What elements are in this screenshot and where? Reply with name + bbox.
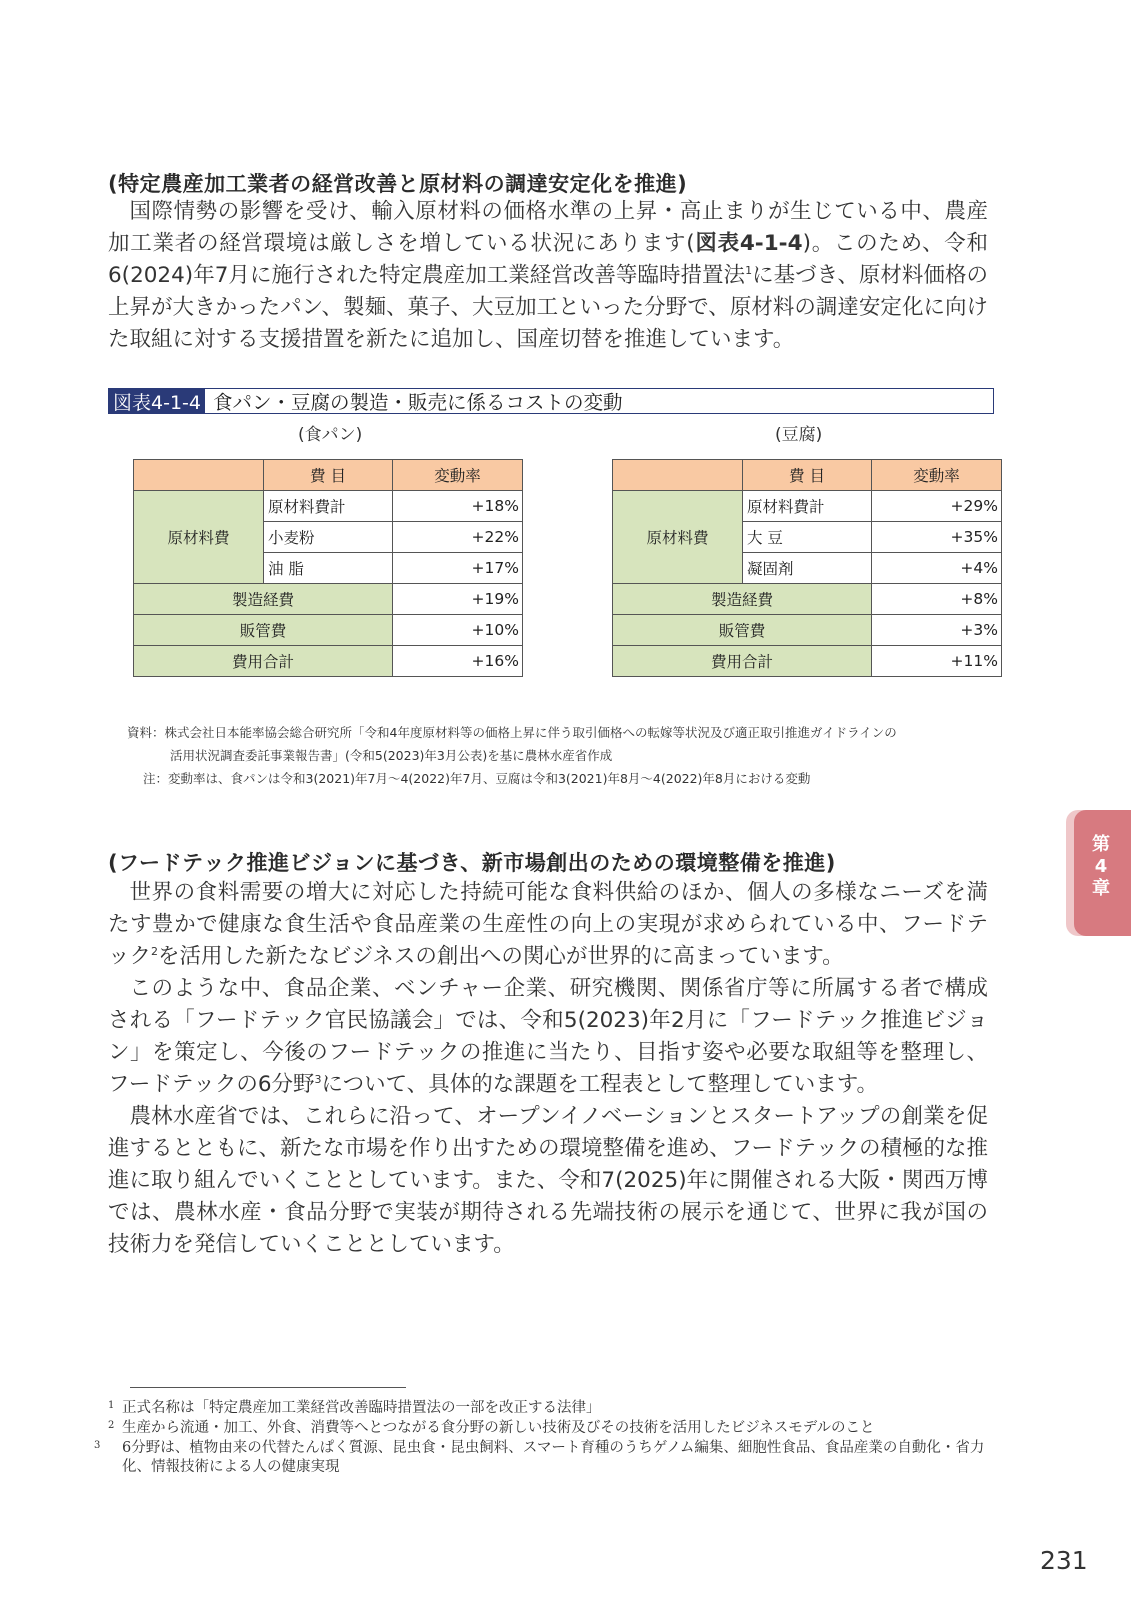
paragraph-text: 世界の食料需要の増大に対応した持続可能な食料供給のほか、個人の多様なニーズを満たす豊かで健康な食生活や食品産業の生産性の向上の実現が求められている中、フードテック xyxy=(108,880,988,969)
row-rate: +19% xyxy=(393,584,523,615)
table-row xyxy=(613,491,1002,522)
row-rate: +11% xyxy=(872,646,1002,677)
paragraph-text: に基づき、原材料価格の上昇が大きかったパン、製麺、菓子、大豆加工といった分野で、原材料の調達安定化に向けた取組に対する支援措置を新たに追加し、国産切替を推進しています。 xyxy=(108,263,988,352)
row-rate: +10% xyxy=(393,615,523,646)
footnote-3 xyxy=(94,1436,1012,1477)
row-item: 凝固剤 xyxy=(743,553,872,584)
header-rate: 変動率 xyxy=(872,460,1002,491)
row-rate: +18% xyxy=(393,491,523,522)
group-label-materials: 原材料費 xyxy=(134,491,264,584)
footnote-mark: 2 xyxy=(108,1420,115,1431)
section-heading-foodtech: (フードテック推進ビジョンに基づき、新市場創出のための環境整備を推進) xyxy=(108,851,836,875)
row-rate: +8% xyxy=(872,584,1002,615)
table-header-row xyxy=(613,460,1002,491)
cost-table-tofu xyxy=(612,459,1002,677)
figure-reference: 図表4-1-4 xyxy=(694,231,803,256)
footnote-mark: 1 xyxy=(108,1400,115,1411)
header-blank xyxy=(613,460,743,491)
footnote-ref-3: 3 xyxy=(314,1073,322,1086)
paragraph-text: 国際情勢の影響を受け、輸入原材料の価格水準の上昇・高止まりが生じている中、農産加工業者の経営環境は厳しさを増している状況にあります( xyxy=(108,199,988,256)
row-rate: +17% xyxy=(393,553,523,584)
row-rate: +16% xyxy=(393,646,523,677)
row-label-manufacturing: 製造経費 xyxy=(613,584,872,615)
table-row xyxy=(134,615,523,646)
row-rate: +35% xyxy=(872,522,1002,553)
section-heading-processing: (特定農産加工業者の経営改善と原材料の調達安定化を推進) xyxy=(108,172,688,196)
figure-note: 注：変動率は、食パンは令和3(2021)年7月～4(2022)年7月、豆腐は令和3(2021)年8月～4(2022)年8月における変動 xyxy=(143,771,811,786)
header-item: 費 目 xyxy=(743,460,872,491)
cost-table-bread xyxy=(133,459,523,677)
row-item: 小麦粉 xyxy=(264,522,393,553)
row-label-sales: 販管費 xyxy=(134,615,393,646)
table-row xyxy=(134,584,523,615)
paragraph-text: を活用した新たなビジネスの創出への関心が世界的に高まっています。 xyxy=(158,944,844,969)
chapter-tab-line: 章 xyxy=(1092,878,1110,899)
footnote-ref-2: 2 xyxy=(151,945,159,958)
footnote-text: 正式名称は「特定農産加工業経営改善臨時措置法の一部を改正する法律」 xyxy=(122,1400,601,1416)
header-blank xyxy=(134,460,264,491)
row-item: 原材料費計 xyxy=(743,491,872,522)
table-row xyxy=(613,615,1002,646)
row-rate: +3% xyxy=(872,615,1002,646)
footnote-text: 生産から流通・加工、外食、消費等へとつながる食分野の新しい技術及びその技術を活用したビジネスモデルのこと xyxy=(122,1420,875,1436)
row-label-total: 費用合計 xyxy=(613,646,872,677)
footnote-2 xyxy=(108,1416,1008,1438)
header-rate: 変動率 xyxy=(393,460,523,491)
section-paragraph-foodtech xyxy=(108,877,988,1261)
figure-source-line-2: 活用状況調査委託事業報告書」(令和5(2023)年3月公表)を基に農林水産省作成 xyxy=(170,748,613,763)
header-item: 費 目 xyxy=(264,460,393,491)
paragraph-text: について、具体的な課題を工程表として整理しています。 xyxy=(321,1072,878,1097)
group-label-materials: 原材料費 xyxy=(613,491,743,584)
table-row xyxy=(613,646,1002,677)
row-label-sales: 販管費 xyxy=(613,615,872,646)
footnote-ref-1: 1 xyxy=(745,264,753,277)
chapter-tab-label xyxy=(1076,834,1126,900)
table-row xyxy=(613,584,1002,615)
paragraph-text: このような中、食品企業、ベンチャー企業、研究機関、関係省庁等に所属する者で構成される「フードテック官民協議会」では、令和5(2023)年2月に「フードテック推進ビジョン」を策定し、今後のフードテックの推進に当たり、目指す姿や必要な取組等を整理し、フードテックの6分野 xyxy=(108,976,988,1097)
row-rate: +4% xyxy=(872,553,1002,584)
row-item: 油 脂 xyxy=(264,553,393,584)
row-item: 大 豆 xyxy=(743,522,872,553)
section-paragraph-processing xyxy=(108,196,988,356)
figure-title: 食パン・豆腐の製造・販売に係るコストの変動 xyxy=(212,391,623,414)
footnote-text: 6分野は、植物由来の代替たんぱく質源、昆虫食・昆虫飼料、スマート育種のうちゲノム編集、細胞性食品、食品産業の自動化・省力化、情報技術による人の健康実現 xyxy=(122,1440,985,1475)
row-rate: +29% xyxy=(872,491,1002,522)
figure-source-line-1: 資料：株式会社日本能率協会総合研究所「令和4年度原材料等の価格上昇に伴う取引価格への転嫁等状況及び適正取引推進ガイドラインの xyxy=(127,725,897,740)
row-rate: +22% xyxy=(393,522,523,553)
chapter-tab-line: 4 xyxy=(1094,856,1108,877)
paragraph-text: 農林水産省では、これらに沿って、オープンイノベーションとスタートアップの創業を促進するとともに、新たな市場を作り出すための環境整備を進め、フードテックの積極的な推進に取り組んでいくこととしています。また、令和7(2025)年に開催される大阪・関西万博では、農林水産・食品分野で実装が期待される先端技術の展示を通じて、世界に我が国の技術力を発信していくこととしています。 xyxy=(108,1104,988,1257)
figure-title-bar xyxy=(108,388,994,414)
row-label-total: 費用合計 xyxy=(134,646,393,677)
footnote-mark: 3 xyxy=(94,1440,101,1451)
table-header-row xyxy=(134,460,523,491)
table-caption-tofu: (豆腐) xyxy=(775,425,823,445)
paragraph-text: )。このため、令和6(2024)年7月に施行された特定農産加工業経営改善等臨時措置法 xyxy=(108,231,989,288)
figure-number: 図表4-1-4 xyxy=(109,389,205,413)
footnote-divider xyxy=(130,1387,406,1388)
footnote-1 xyxy=(108,1396,1008,1418)
page-number: 231 xyxy=(1040,1546,1088,1575)
table-row xyxy=(134,491,523,522)
table-caption-bread: (食パン) xyxy=(298,425,363,445)
row-item: 原材料費計 xyxy=(264,491,393,522)
chapter-tab-line: 第 xyxy=(1092,834,1110,855)
table-row xyxy=(134,646,523,677)
row-label-manufacturing: 製造経費 xyxy=(134,584,393,615)
